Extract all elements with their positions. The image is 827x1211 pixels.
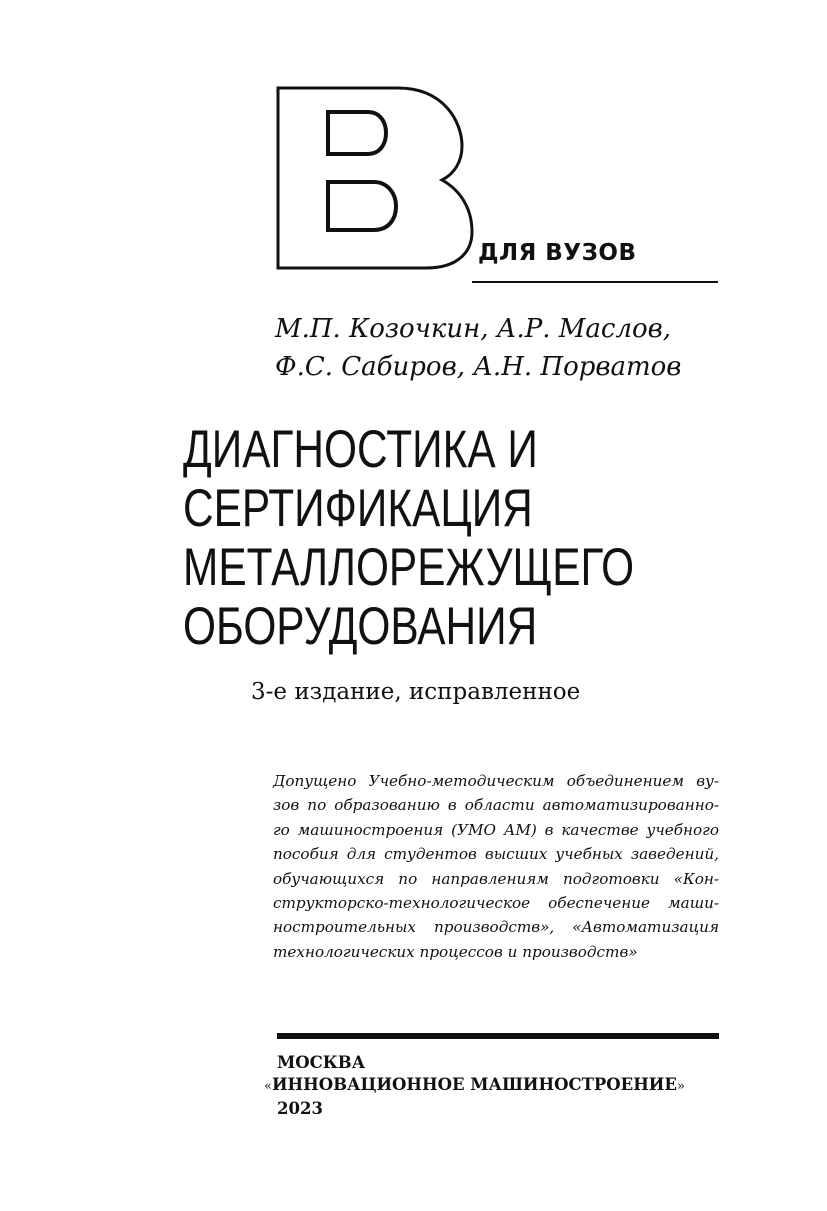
edition-note: 3-е издание, исправленное	[251, 679, 581, 705]
quote-close: »	[676, 1079, 685, 1094]
book-title-line: МЕТАЛЛОРЕЖУЩЕГО	[183, 538, 635, 597]
approval-line: зов по образованию в области автоматизированно-	[273, 796, 719, 815]
approval-statement	[273, 769, 719, 964]
imprint-year: 2023	[277, 1099, 323, 1118]
series-label: ДЛЯ ВУЗОВ	[478, 240, 637, 266]
authors-line: М.П. Козочкин, А.Р. Маслов,	[275, 314, 672, 344]
imprint-city: МОСКВА	[277, 1053, 366, 1072]
approval-line: структорско-технологическое обеспечение маши-	[273, 894, 719, 913]
series-logo-letter-icon	[276, 86, 476, 270]
book-title	[183, 420, 635, 656]
imprint-divider	[277, 1033, 719, 1039]
authors	[275, 310, 695, 386]
imprint-publisher	[264, 1074, 727, 1098]
imprint	[264, 1052, 727, 1120]
book-title-line: ОБОРУДОВАНИЯ	[183, 597, 538, 656]
publisher-name: ИННОВАЦИОННОЕ МАШИНОСТРОЕНИЕ	[271, 1075, 677, 1094]
approval-line: пособия для студентов высших учебных заведений,	[273, 845, 719, 864]
approval-line: обучающихся по направлениям подготовки «Кон-	[273, 869, 719, 888]
approval-line: технологических процессов и производств»	[273, 942, 638, 961]
book-title-line: ДИАГНОСТИКА И	[183, 420, 538, 479]
approval-line: го машиностроения (УМО АМ) в качестве учебного	[273, 820, 719, 839]
approval-line: ностроительных производств», «Автоматизация	[273, 918, 719, 937]
authors-line: Ф.С. Сабиров, А.Н. Порватов	[275, 352, 682, 382]
approval-line: Допущено Учебно-методическим объединением ву-	[273, 772, 719, 790]
quote-open: «	[264, 1079, 272, 1094]
book-title-line: СЕРТИФИКАЦИЯ	[183, 479, 533, 538]
series-divider	[472, 281, 718, 283]
